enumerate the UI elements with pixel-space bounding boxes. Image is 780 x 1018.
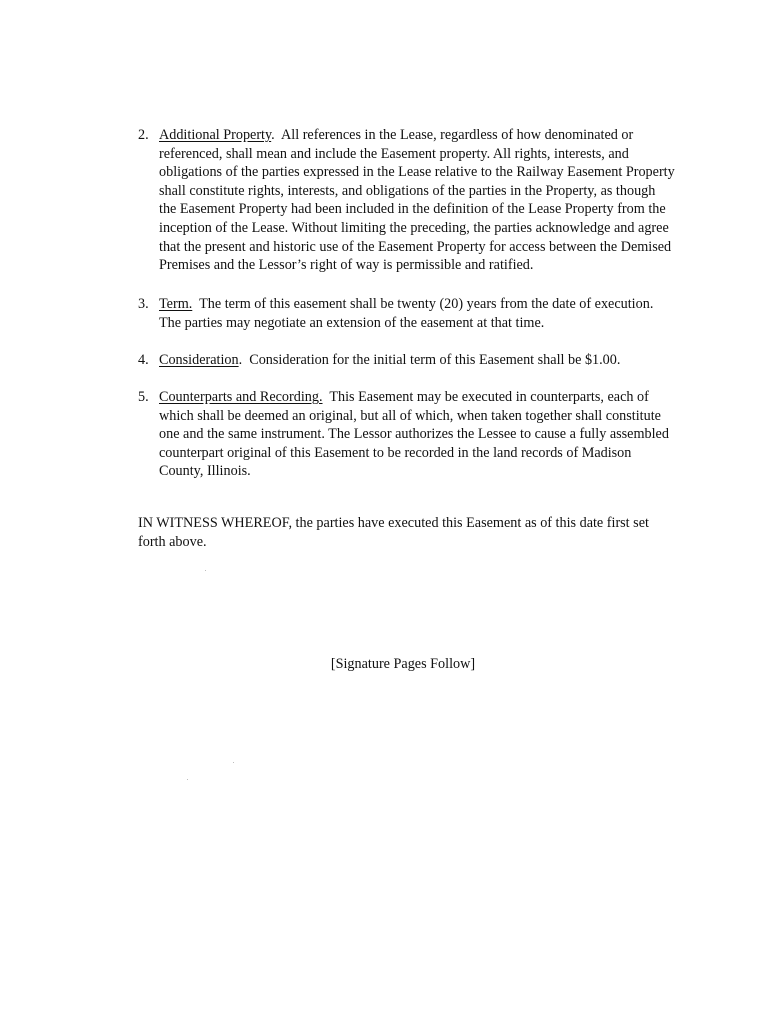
section-body (159, 295, 676, 332)
scan-speck (187, 779, 188, 780)
section-text: This Easement may be executed in counterparts, each of which shall be deemed an original, but all of which, when taken together shall constitute one and the same instrument. The Lessor authorizes the Lessee to cause a fully assembled counterpart original of this Easement to be recorded in the land records of Madison County, Illinois. (159, 389, 669, 480)
witness-clause: IN WITNESS WHEREOF, the parties have executed this Easement as of this date first set forth above. (138, 515, 649, 550)
scan-speck (233, 762, 234, 763)
section-text: The term of this easement shall be twenty (20) years from the date of execution. The parties may negotiate an extension of the easement at that time. (159, 296, 654, 331)
section-consideration (138, 351, 676, 370)
signature-pages-note: [Signature Pages Follow] (330, 656, 476, 672)
section-text: Consideration for the initial term of this Easement shall be $1.00. (249, 352, 621, 368)
section-heading: Term. (159, 296, 193, 312)
scan-speck (205, 570, 206, 571)
section-counterparts-recording (138, 388, 676, 481)
section-heading: Consideration (159, 352, 239, 368)
section-number: 5. (138, 389, 149, 405)
section-body (159, 388, 676, 481)
section-body (159, 126, 676, 275)
section-body (159, 351, 676, 370)
section-heading: Counterparts and Recording. (159, 389, 323, 405)
section-number: 4. (138, 352, 149, 368)
section-heading-punct: . (238, 352, 243, 368)
section-number: 2. (138, 127, 149, 143)
section-text: All references in the Lease, regardless of how denominated or referenced, shall mean and include the Easement property. All rights, interests, and obligations of the parties expressed in the Lease relative to the Railway Easement Property shall constitute rights, interests, and obligations of the parties in the Property, as though the Easement Property had been included in the definition of the Lease Property from the inception of the Lease. Without limiting the preceding, the parties acknowledge and agree that the present and historic use of the Easement Property for access between the Demised Premises and the Lessor’s right of way is permissible and ratified. (159, 127, 675, 274)
section-number: 3. (138, 296, 149, 312)
section-heading: Additional Property (159, 127, 272, 143)
section-term (138, 295, 676, 332)
section-heading-punct: . (271, 127, 275, 143)
section-additional-property (138, 126, 676, 275)
